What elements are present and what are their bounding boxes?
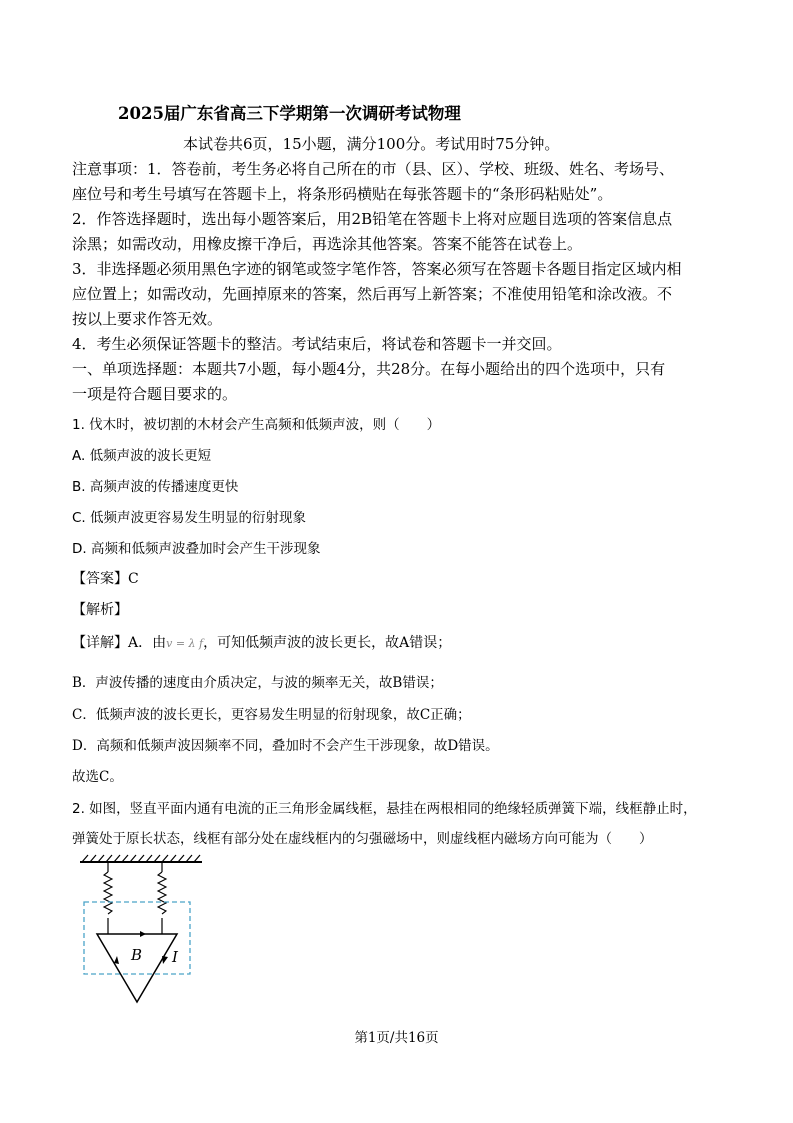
note-line: 按以上要求作答无效。 — [72, 310, 223, 328]
section-heading: 一、单项选择题：本题共7小题，每小题4分，共28分。在每小题给出的四个选项中，只有 — [72, 360, 666, 378]
formula: v = λ f — [166, 637, 204, 650]
conclusion: 故选C。 — [72, 769, 123, 785]
analysis-label: 【解析】 — [72, 602, 128, 618]
arrow-up-icon — [114, 956, 119, 964]
note-line: 应位置上；如需改动，先画掉原来的答案，然后再写上新答案；不准使用铅笔和涂改液。不 — [72, 285, 673, 303]
detail-line-a — [72, 632, 451, 652]
detail-suffix: ，可知低频声波的波长更长，故A错误； — [203, 635, 452, 651]
detail-line-d: D．高频和低频声波因频率不同，叠加时不会产生干涉现象，故D错误。 — [72, 738, 499, 754]
arrow-right-icon — [140, 931, 146, 937]
answer-label: 【答案】 — [72, 571, 128, 587]
note-line: 2．作答选择题时，选出每小题答案后，用2B铅笔在答题卡上将对应题目选项的答案信息点 — [72, 210, 673, 228]
note-line: 注意事项：1．答卷前，考生务必将自己所在的市（县、区）、学校、班级、姓名、考场号、 — [72, 160, 675, 178]
arrow-down-icon — [162, 956, 168, 964]
note-line: 涂黑；如需改动，用橡皮擦干净后，再选涂其他答案。答案不能答在试卷上。 — [72, 235, 583, 253]
question-2-stem: 弹簧处于原长状态，线框有部分处在虚线框内的匀强磁场中，则虚线框内磁场方向可能为（ ） — [72, 831, 653, 847]
section-heading: 一项是符合题目要求的。 — [72, 385, 238, 403]
answer-value: C — [128, 571, 139, 587]
left-spring — [104, 862, 112, 934]
question-1-option-b: B. 高频声波的传播速度更快 — [72, 479, 239, 495]
note-line: 4．考生必须保证答题卡的整洁。考试结束后，将试卷和答题卡一并交回。 — [72, 335, 562, 353]
detail-line-c: C．低频声波的波长更长，更容易发生明显的衍射现象，故C正确； — [72, 707, 471, 723]
detail-prefix: 【详解】A．由 — [72, 635, 167, 651]
question-1-option-a: A. 低频声波的波长更短 — [72, 448, 212, 464]
question-2-figure — [70, 852, 210, 1012]
exam-subtitle: 本试卷共6页，15小题，满分100分。考试用时75分钟。 — [183, 135, 560, 153]
label-i: I — [172, 948, 178, 966]
question-1-option-c: C. 低频声波更容易发生明显的衍射现象 — [72, 510, 307, 526]
right-spring — [158, 862, 166, 934]
note-line: 座位号和考生号填写在答题卡上，将条形码横贴在每张答题卡的“条形码粘贴处”。 — [72, 185, 613, 203]
page-footer: 第1页/共16页 — [354, 1030, 439, 1046]
ceiling — [80, 855, 202, 862]
question-1-option-d: D. 高频和低频声波叠加时会产生干涉现象 — [72, 541, 321, 557]
question-1-stem: 1. 伐木时，被切割的木材会产生高频和低频声波，则（ ） — [72, 417, 441, 433]
exam-title: 2025届广东省高三下学期第一次调研考试物理 — [118, 104, 461, 123]
note-line: 3．非选择题必须用黑色字迹的钢笔或签字笔作答，答案必须写在答题卡各题目指定区域内相 — [72, 260, 682, 278]
question-2-stem: 2. 如图，竖直平面内通有电流的正三角形金属线框，悬挂在两根相同的绝缘轻质弹簧下端，线框静止时， — [72, 801, 697, 817]
label-b: B — [131, 946, 143, 964]
answer-line — [72, 568, 139, 588]
triangle-frame — [97, 934, 177, 1002]
detail-line-b: B．声波传播的速度由介质决定，与波的频率无关，故B错误； — [72, 675, 443, 691]
